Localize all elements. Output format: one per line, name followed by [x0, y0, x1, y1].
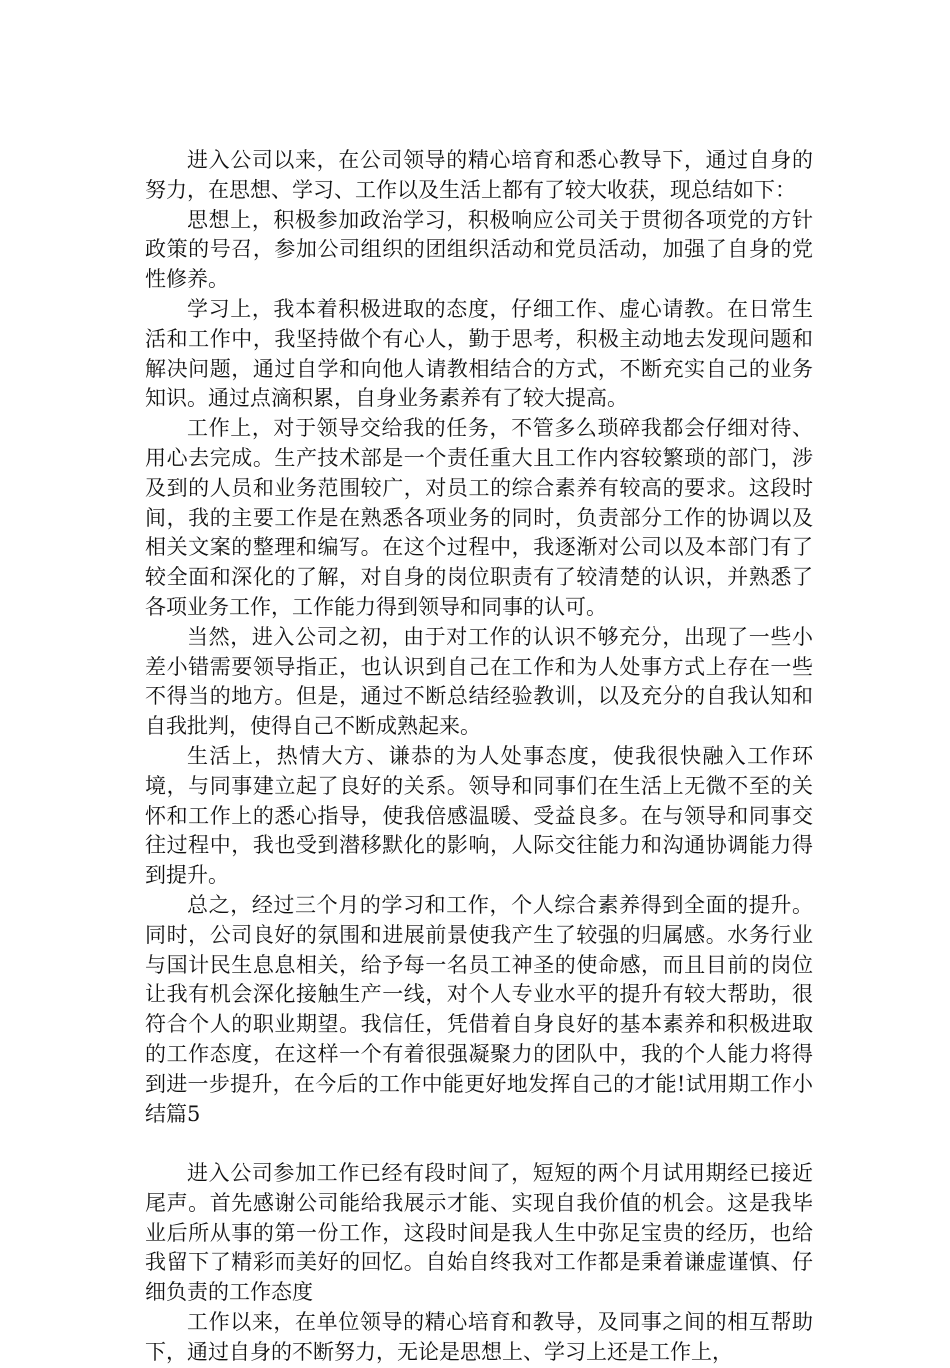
paragraph-life: 生活上，热情大方、谦恭的为人处事态度，使我很快融入工作环境，与同事建立起了良好的关系。领导和同事们在生活上无微不至的关怀和工作上的悉心指导，使我倍感温暖、受益良多。在与领导和同事交往过程中，我也受到潜移默化的影响，人际交往能力和沟通协调能力得到提升。	[145, 743, 813, 888]
document-body	[145, 146, 813, 1368]
paragraph-mistakes: 当然，进入公司之初，由于对工作的认识不够充分，出现了一些小差小错需要领导指正，也认识到自己在工作和为人处事方式上存在一些不得当的地方。但是，通过不断总结经验教训，以及充分的自我认知和自我批判，使得自己不断成熟起来。	[145, 624, 813, 739]
paragraph-thought: 思想上，积极参加政治学习，积极响应公司关于贯彻各项党的方针政策的号召，参加公司组织的团组织活动和党员活动，加强了自身的党性修养。	[145, 207, 813, 292]
paragraph-study: 学习上，我本着积极进取的态度，仔细工作、虚心请教。在日常生活和工作中，我坚持做个有心人，勤于思考，积极主动地去发现问题和解决问题，通过自学和向他人请教相结合的方式，不断充实自己的业务知识。通过点滴积累，自身业务素养有了较大提高。	[145, 296, 813, 411]
section-gap	[145, 1129, 813, 1159]
paragraph-second-work: 工作以来，在单位领导的精心培育和教导，及同事之间的相互帮助下，通过自身的不断努力，无论是思想上、学习上还是工作上，	[145, 1310, 813, 1364]
paragraph-intro: 进入公司以来，在公司领导的精心培育和悉心教导下，通过自身的努力，在思想、学习、工作以及生活上都有了较大收获，现总结如下：	[145, 148, 813, 202]
paragraph-work: 工作上，对于领导交给我的任务，不管多么琐碎我都会仔细对待、用心去完成。生产技术部是一个责任重大且工作内容较繁琐的部门，涉及到的人员和业务范围较广，对员工的综合素养有较高的要求。这段时间，我的主要工作是在熟悉各项业务的同时，负责部分工作的协调以及相关文案的整理和编写。在这个过程中，我逐渐对公司以及本部门有了较全面和深化的了解，对自身的岗位职责有了较清楚的认识，并熟悉了各项业务工作，工作能力得到领导和同事的认可。	[145, 416, 813, 619]
paragraph-second-intro: 进入公司参加工作已经有段时间了，短短的两个月试用期经已接近尾声。首先感谢公司能给我展示才能、实现自我价值的机会。这是我毕业后所从事的第一份工作，这段时间是我人生中弥足宝贵的经历，也给我留下了精彩而美好的回忆。自始自终我对工作都是秉着谦虚谨慎、仔细负责的工作态度	[145, 1161, 813, 1305]
paragraph-summary: 总之，经过三个月的学习和工作，个人综合素养得到全面的提升。同时，公司良好的氛围和进展前景使我产生了较强的归属感。水务行业与国计民生息息相关，给予每一名员工神圣的使命感，而且目前的岗位让我有机会深化接触生产一线，对个人专业水平的提升有较大帮助，很符合个人的职业期望。我信任，凭借着自身良好的基本素养和积极进取的工作态度，在这样一个有着很强凝聚力的团队中，我的个人能力将得到进一步提升，在今后的工作中能更好地发挥自己的才能!试用期工作小结篇5	[145, 892, 813, 1126]
